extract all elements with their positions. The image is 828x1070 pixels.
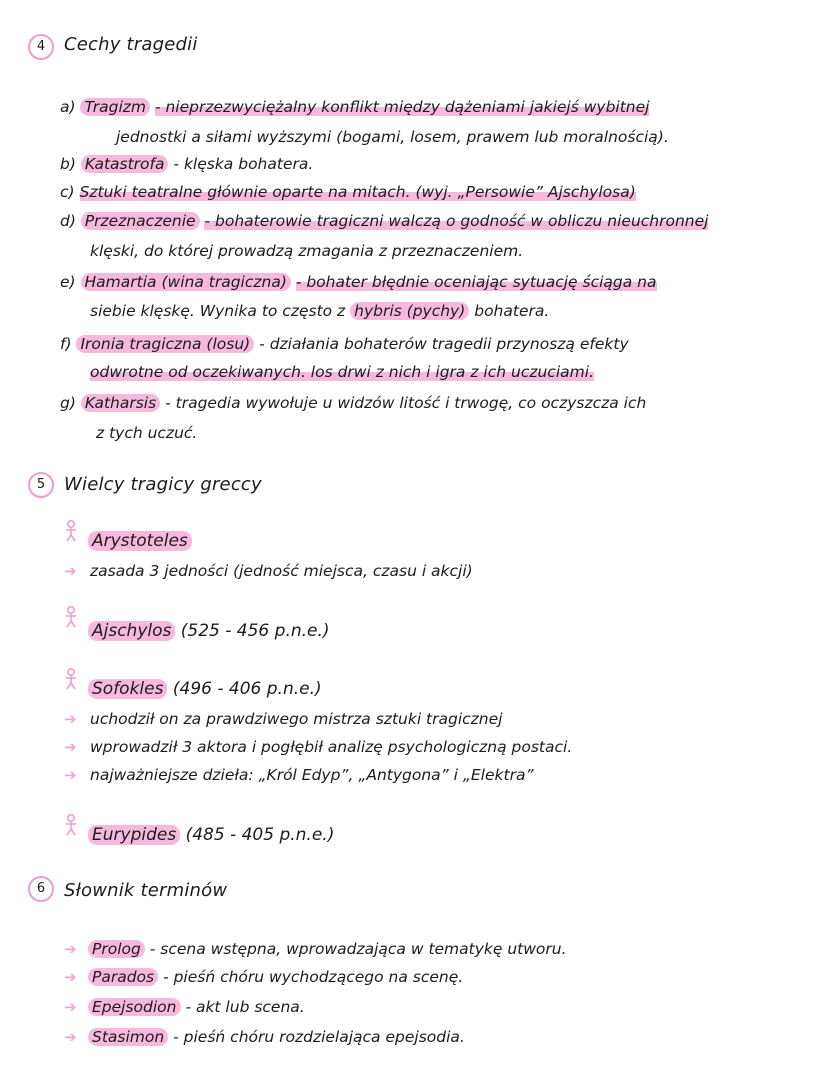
- item-a-label: a): [60, 98, 76, 116]
- section-5-number: 5: [28, 472, 54, 498]
- glossary-item: [88, 938, 567, 960]
- item-a-line1: - nieprzezwyciężalny konflikt między dążeniami jakiejś wybitnej: [154, 98, 650, 116]
- author-arystoteles-name: Arystoteles: [88, 531, 192, 551]
- sofokles-point-1: uchodził on za prawdziwego mistrza sztuki tragicznej: [90, 710, 503, 728]
- arrow-right-icon: ➔: [64, 968, 77, 986]
- section-4-number: 4: [28, 34, 54, 60]
- item-e-term: Hamartia (wina tragiczna): [81, 273, 291, 291]
- glossary-term: Parados: [88, 968, 158, 986]
- item-f-line1: - działania bohaterów tragedii przynoszą efekty: [259, 335, 629, 353]
- item-g-label: g): [60, 394, 76, 412]
- author-eurypides-name: Eurypides: [88, 825, 180, 845]
- author-sofokles: [88, 678, 322, 700]
- item-g-line2: z tych uczuć.: [96, 424, 198, 442]
- glossary-term: Stasimon: [88, 1028, 168, 1046]
- arrow-right-icon: ➔: [64, 738, 77, 756]
- item-b-label: b): [60, 155, 76, 173]
- section-4-title: Cechy tragedii: [64, 34, 198, 55]
- glossary-definition: - pieśń chóru rozdzielająca epejsodia.: [173, 1028, 465, 1046]
- item-e-line2: [90, 300, 549, 322]
- person-icon: [64, 668, 78, 690]
- arrow-right-icon: ➔: [64, 998, 77, 1016]
- item-g-line1: - tragedia wywołuje u widzów litość i trwogę, co oczyszcza ich: [165, 394, 647, 412]
- item-a: [60, 96, 649, 118]
- author-eurypides: [88, 824, 334, 846]
- item-e-line1: - bohater błędnie oceniając sytuację ściąga na: [295, 273, 657, 291]
- item-c: [60, 181, 636, 203]
- person-icon: [64, 520, 78, 542]
- author-arystoteles: [88, 530, 192, 552]
- item-f-line2-text: odwrotne od oczekiwanych. los drwi z nich i igra z ich uczuciami.: [90, 363, 594, 381]
- item-d-term: Przeznaczenie: [81, 212, 200, 230]
- author-sofokles-dates: (496 - 406 p.n.e.): [172, 679, 322, 699]
- author-ajschylos-dates: (525 - 456 p.n.e.): [180, 621, 330, 641]
- item-c-line1: Sztuki teatralne głównie oparte na mitach. (wyj. „Persowie” Ajschylosa): [79, 183, 636, 201]
- section-6-number: 6: [28, 876, 54, 902]
- item-e-line2a: siebie klęskę. Wynika to często z: [90, 302, 346, 320]
- item-g: [60, 392, 646, 414]
- item-f: [60, 333, 629, 355]
- item-b-term: Katastrofa: [81, 155, 169, 173]
- glossary-item: [88, 1026, 465, 1048]
- arrow-right-icon: ➔: [64, 1028, 77, 1046]
- item-d: [60, 210, 708, 232]
- section-5-title: Wielcy tragicy greccy: [64, 474, 262, 495]
- item-e-hybris: hybris (pychy): [350, 302, 469, 320]
- person-icon: [64, 814, 78, 836]
- item-a-line2: jednostki a siłami wyższymi (bogami, losem, prawem lub moralnością).: [116, 128, 669, 146]
- glossary-definition: - akt lub scena.: [185, 998, 305, 1016]
- item-a-term: Tragizm: [80, 98, 150, 116]
- item-f-label: f): [60, 335, 72, 353]
- glossary-item: [88, 966, 463, 988]
- item-d-line1: - bohaterowie tragiczni walczą o godność w obliczu nieuchronnej: [204, 212, 709, 230]
- glossary-term: Prolog: [88, 940, 145, 958]
- glossary-definition: - pieśń chóru wychodzącego na scenę.: [163, 968, 464, 986]
- item-d-label: d): [60, 212, 76, 230]
- author-ajschylos-name: Ajschylos: [88, 621, 175, 641]
- arrow-right-icon: ➔: [64, 562, 77, 580]
- glossary-definition: - scena wstępna, wprowadzająca w tematykę utworu.: [149, 940, 567, 958]
- arrow-right-icon: ➔: [64, 940, 77, 958]
- item-g-term: Katharsis: [81, 394, 160, 412]
- item-b-rest: - klęska bohatera.: [173, 155, 314, 173]
- author-eurypides-dates: (485 - 405 p.n.e.): [185, 825, 335, 845]
- author-ajschylos: [88, 620, 330, 642]
- glossary-item: [88, 996, 305, 1018]
- sofokles-point-2: wprowadził 3 aktora i pogłębił analizę psychologiczną postaci.: [90, 738, 573, 756]
- author-sofokles-name: Sofokles: [88, 679, 167, 699]
- item-f-term: Ironia tragiczna (losu): [76, 335, 254, 353]
- glossary-term: Epejsodion: [88, 998, 181, 1016]
- item-e-label: e): [60, 273, 76, 291]
- item-f-line2: [90, 361, 594, 383]
- person-icon: [64, 606, 78, 628]
- item-e-line2b: bohatera.: [474, 302, 550, 320]
- item-d-line2: klęski, do której prowadzą zmagania z przeznaczeniem.: [90, 242, 524, 260]
- sofokles-point-3: najważniejsze dzieła: „Król Edyp”, „Antygona” i „Elektra”: [90, 766, 534, 784]
- arystoteles-point-1: zasada 3 jedności (jedność miejsca, czasu i akcji): [90, 562, 473, 580]
- item-c-label: c): [60, 183, 75, 201]
- section-6-title: Słownik terminów: [64, 880, 228, 901]
- arrow-right-icon: ➔: [64, 710, 77, 728]
- item-e: [60, 271, 657, 293]
- arrow-right-icon: ➔: [64, 766, 77, 784]
- item-b: [60, 153, 313, 175]
